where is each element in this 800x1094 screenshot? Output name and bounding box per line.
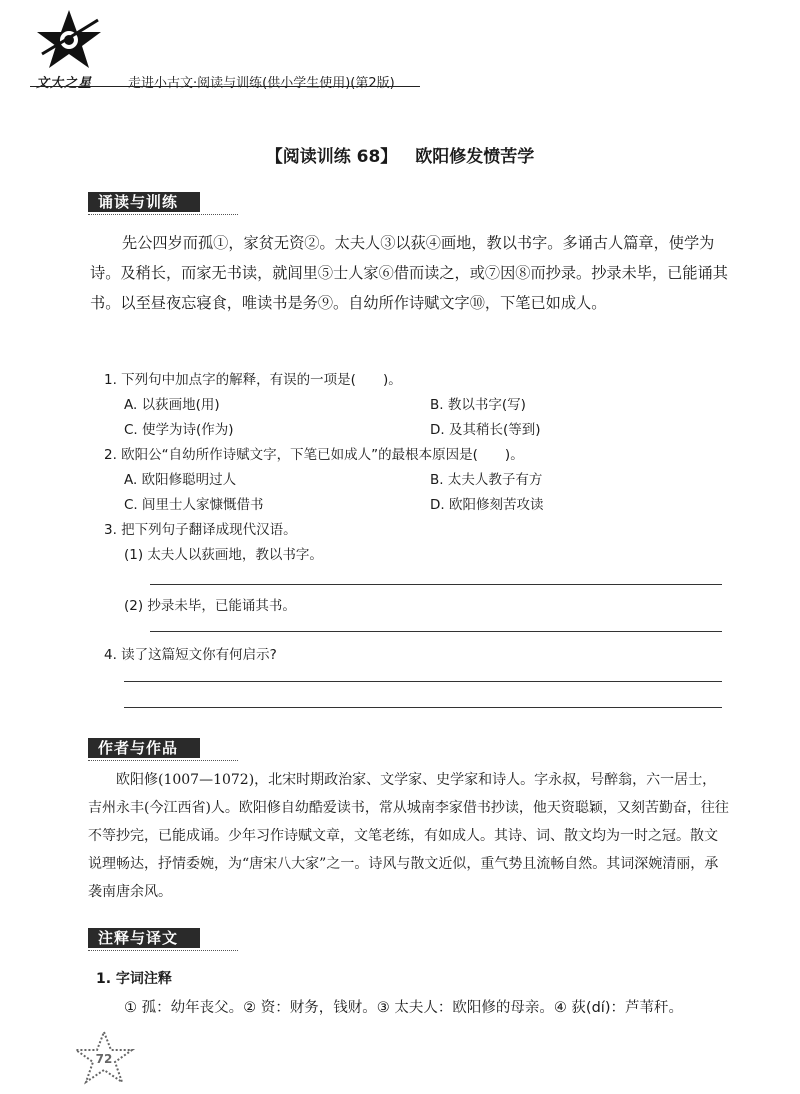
title-name: 欧阳修发愤苦学 [415, 147, 535, 167]
star-logo-icon [34, 8, 104, 70]
series-title: 走进小古文·阅读与训练(供小学生使用)(第2版) [128, 76, 395, 91]
answer-line[interactable] [124, 707, 722, 708]
question-2-option-d: D. 欧阳修刻苦攻读 [430, 497, 544, 513]
notes-subheading: 1. 字词注释 [96, 971, 172, 987]
page-number: 72 [95, 1052, 113, 1066]
question-2-option-b: B. 太夫人教子有方 [430, 472, 543, 488]
question-1-stem: 1. 下列句中加点字的解释，有误的一项是( )。 [104, 372, 402, 388]
question-2-stem: 2. 欧阳公“自幼所作诗赋文字，下笔已如成人”的最根本原因是( )。 [104, 447, 524, 463]
question-1-option-c: C. 使学为诗(作为) [124, 422, 234, 438]
question-3-sentence-1: (1) 太夫人以荻画地，教以书字。 [124, 547, 323, 563]
answer-line[interactable] [150, 631, 722, 632]
question-3-stem: 3. 把下列句子翻译成现代汉语。 [104, 522, 297, 538]
question-1-option-a: A. 以荻画地(用) [124, 397, 220, 413]
question-1-option-d: D. 及其稍长(等到) [430, 422, 541, 438]
passage: 先公四岁而孤①，家贫无资②。太夫人③以荻④画地，教以书字。多诵古人篇章，使学为诗。及稍长，而家无书读，就闾里⑤士人家⑥借而读之，或⑦因⑧而抄录。抄录未毕，已能诵其书。以至昼夜忘寝食，唯读书是务⑨。自幼所作诗赋文字⑩，下笔已如成人。 [90, 234, 728, 312]
brand-name: 文大之星 [36, 76, 93, 91]
page: 文大之星 走进小古文·阅读与训练(供小学生使用)(第2版) 【阅读训练 68】 欧阳修发愤苦学 诵读与训练 先公四岁而孤①，家贫无资②。太夫人③以荻④画地，教以书字。多诵古人篇章，使学为诗。及稍长，而家无书读，就闾里⑤士人家⑥借而读之，或⑦因⑧而抄录。抄录未毕，已能诵其书。以至昼夜忘寝食，唯读书是务⑨。自幼所作诗赋文字⑩，下笔已如成人。 1. 下列句中加点字的解释，有误的一项是( )。 A. 以荻画地(用) B. 教以书字(写) C. 使学为诗(作为) D. 及其稍长(等到) 2. 欧阳公“自幼所作诗赋文字，下笔已如成人”的最根本原因是( )。 A. 欧阳修聪明过人 B. 太夫人教子有方 C. 闾里士人家慷慨借书 D. 欧阳修刻苦攻读 3. 把下列句子翻译成现代汉语。 (1) 太夫人以荻画地，教以书字。 (2) 抄录未毕，已能诵其书。 4. 读了这篇短文你有何启示? 作者与作品 欧阳修(1007—1072)，北宋时期政治家、文学家、史学家和诗人。字永叔，号醉翁，六一居士，吉州永丰(今江西省)人。欧阳修自幼酷爱读书，常从城南李家借书抄读，他天资聪颖，又刻苦勤奋，往往不等抄完，已能成诵。少年习作诗赋文章，文笔老练，有如成人。其诗、词、散文均为一时之冠。散文说理畅达，抒情委婉，为“唐宋八大家”之一。诗风与散文近似，重气势且流畅自然。其词深婉清丽，承袭南唐余风。 注释与译文 1. 字词注释 ① 孤：幼年丧父。② 资：财务，钱财。③ 太夫人：欧阳修的母亲。④ 荻(dí)：芦苇秆。 72 [0, 0, 800, 1094]
answer-line[interactable] [150, 584, 722, 585]
question-4-stem: 4. 读了这篇短文你有何启示? [104, 647, 277, 663]
question-2-option-c: C. 闾里士人家慷慨借书 [124, 497, 264, 513]
answer-line[interactable] [124, 681, 722, 682]
page-title [0, 142, 800, 167]
title-tag: 【阅读训练 68】 [265, 147, 398, 167]
author-bio: 欧阳修(1007—1072)，北宋时期政治家、文学家、史学家和诗人。字永叔，号醉翁，六一居士，吉州永丰(今江西省)人。欧阳修自幼酷爱读书，常从城南李家借书抄读，他天资聪颖，又刻苦勤奋，往往不等抄完，已能成诵。少年习作诗赋文章，文笔老练，有如成人。其诗、词、散文均为一时之冠。散文说理畅达，抒情委婉，为“唐宋八大家”之一。诗风与散文近似，重气势且流畅自然。其词深婉清丽，承袭南唐余风。 [88, 772, 729, 900]
header [30, 8, 410, 91]
question-3-sentence-2: (2) 抄录未毕，已能诵其书。 [124, 598, 296, 614]
question-2-option-a: A. 欧阳修聪明过人 [124, 472, 237, 488]
question-1-option-b: B. 教以书字(写) [430, 397, 526, 413]
header-rule [30, 86, 420, 87]
notes-line-1: ① 孤：幼年丧父。② 资：财务，钱财。③ 太夫人：欧阳修的母亲。④ 荻(dí)：芦苇秆。 [124, 1000, 683, 1016]
